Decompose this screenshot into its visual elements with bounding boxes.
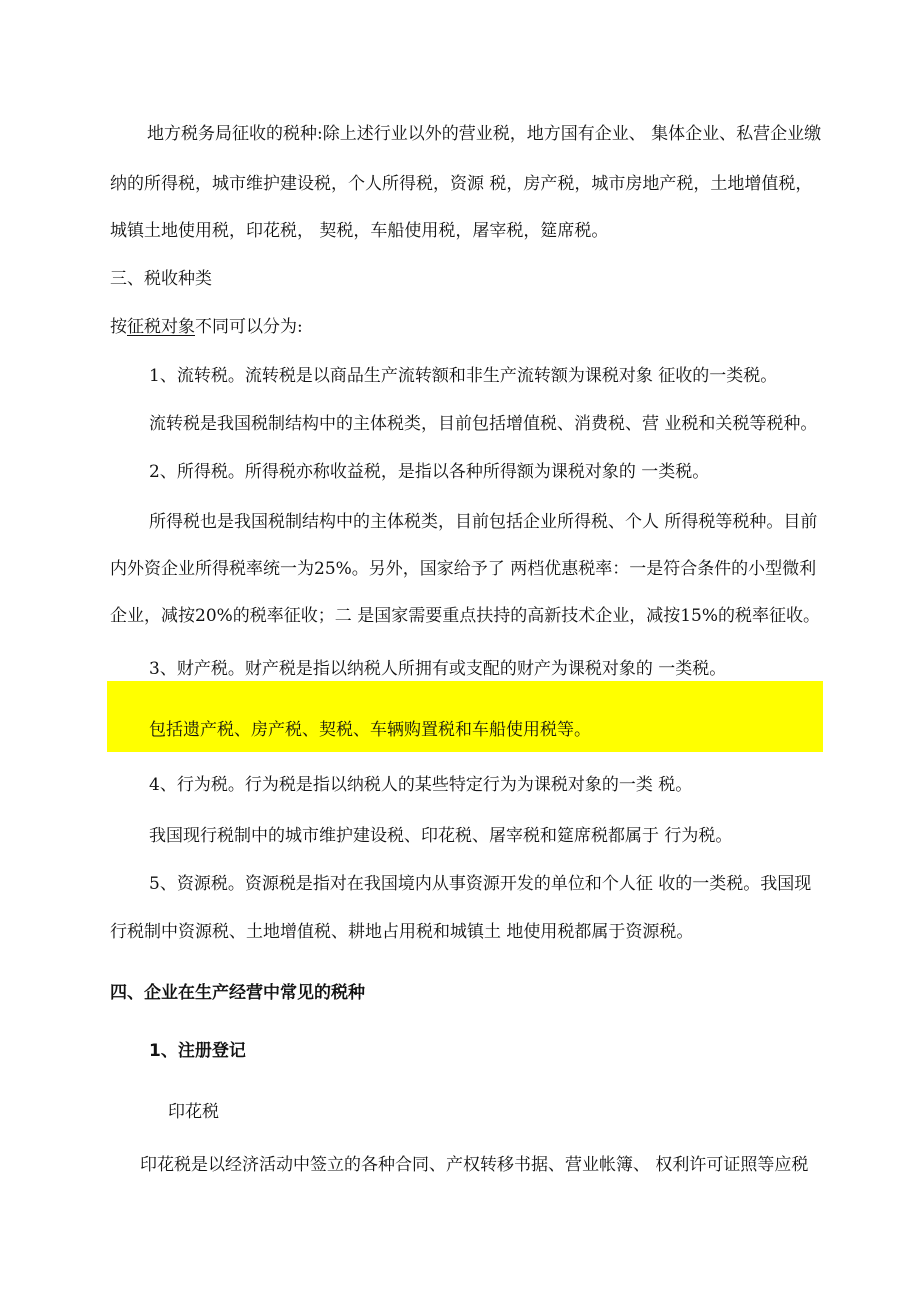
local-tax-line-2: 纳的所得税，城市维护建设税，个人所得税，资源 税，房产税，城市房地产税，土地增值税，	[110, 174, 813, 194]
item3-line-1: 3、财产税。财产税是指以纳税人所拥有或支配的财产为课税对象的 一类税。	[149, 659, 727, 679]
subheading-registration: 1、注册登记	[149, 1041, 246, 1061]
item2-line-1: 2、所得税。所得税亦称收益税，是指以各种所得额为课税对象的 一类税。	[149, 462, 710, 482]
classification-prefix: 按	[110, 317, 127, 337]
item1-line-2: 流转税是我国税制结构中的主体税类，目前包括增值税、消费税、营 业税和关税等税种。	[149, 414, 818, 434]
item2-line-2: 所得税也是我国税制结构中的主体税类，目前包括企业所得税、个人 所得税等税种。目前	[149, 512, 818, 532]
item4-line-2: 我国现行税制中的城市维护建设税、印花税、屠宰税和筵席税都属于 行为税。	[149, 826, 733, 846]
item3-line-2: 包括遗产税、房产税、契税、车辆购置税和车船使用税等。	[149, 720, 591, 740]
stamp-tax-description: 印花税是以经济活动中签立的各种合同、产权转移书据、营业帐簿、 权利许可证照等应税	[140, 1155, 809, 1175]
item2-line-4: 企业，减按20%的税率征收；二 是国家需要重点扶持的高新技术企业，减按15%的税率征收。	[110, 606, 820, 626]
local-tax-line-3: 城镇土地使用税，印花税， 契税，车船使用税，屠宰税，筵席税。	[110, 221, 609, 241]
classification-intro	[110, 315, 303, 339]
tax-object-link-text: 征税对象	[127, 317, 195, 337]
item4-line-1: 4、行为税。行为税是指以纳税人的某些特定行为为课税对象的一类 税。	[149, 775, 693, 795]
local-tax-line-1: 地方税务局征收的税种:除上述行业以外的营业税，地方国有企业、 集体企业、私营企业缴	[147, 124, 822, 144]
item5-line-2: 行税制中资源税、土地增值税、耕地占用税和城镇土 地使用税都属于资源税。	[110, 922, 694, 942]
heading-tax-categories: 三、税收种类	[110, 269, 212, 289]
item5-line-1: 5、资源税。资源税是指对在我国境内从事资源开发的单位和个人征 收的一类税。我国现	[149, 874, 812, 894]
heading-common-taxes: 四、企业在生产经营中常见的税种	[110, 983, 365, 1003]
classification-suffix: 不同可以分为:	[195, 317, 303, 337]
item1-line-1: 1、流转税。流转税是以商品生产流转额和非生产流转额为课税对象 征收的一类税。	[149, 366, 778, 386]
item2-line-3: 内外资企业所得税率统一为25%。另外，国家给予了 两档优惠税率：一是符合条件的小型微利	[110, 559, 817, 579]
stamp-tax-title: 印花税	[168, 1102, 219, 1122]
